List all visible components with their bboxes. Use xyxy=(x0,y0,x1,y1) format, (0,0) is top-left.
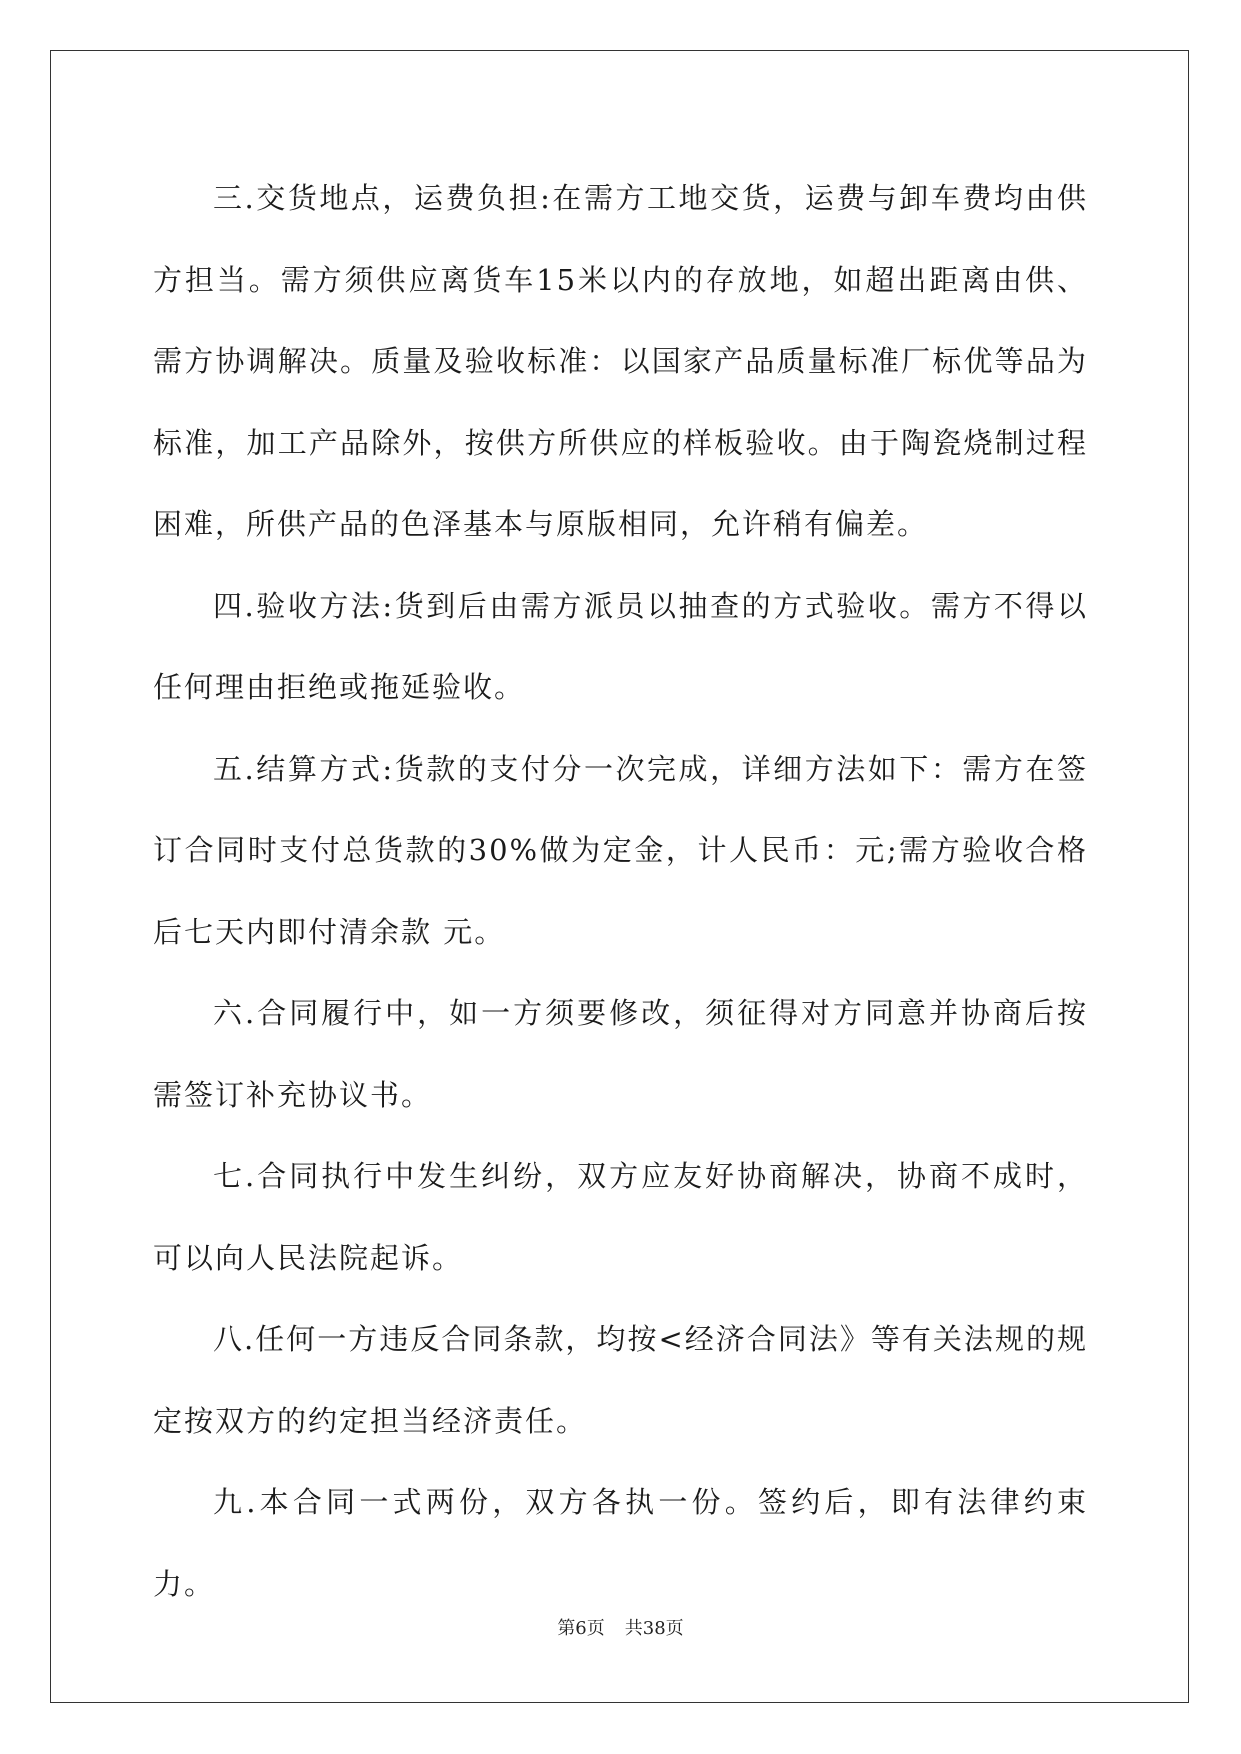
page-footer xyxy=(0,1614,1241,1640)
clause-4-paragraph: 四.验收方法:货到后由需方派员以抽查的方式验收。需方不得以任何理由拒绝或拖延验收。 xyxy=(153,588,1088,704)
clause-7-paragraph: 七.合同执行中发生纠纷，双方应友好协商解决，协商不成时，可以向人民法院起诉。 xyxy=(153,1159,1088,1275)
clause-6-paragraph: 六.合同履行中，如一方须要修改，须征得对方同意并协商后按需签订补充协议书。 xyxy=(153,996,1088,1112)
clause-5-paragraph: 五.结算方式:货款的支付分一次完成，详细方法如下：需方在签订合同时支付总货款的30%做为定金，计人民币：元;需方验收合格后七天内即付清余款 元。 xyxy=(153,751,1088,949)
page-total: 共38页 xyxy=(624,1618,684,1639)
clause-3-paragraph: 三.交货地点，运费负担:在需方工地交货，运费与卸车费均由供方担当。需方须供应离货车15米以内的存放地，如超出距离由供、需方协调解决。质量及验收标准：以国家产品质量标准厂标优等品为标准，加工产品除外，按供方所供应的样板验收。由于陶瓷烧制过程困难，所供产品的色泽基本与原版相同，允许稍有偏差。 xyxy=(153,181,1088,541)
clause-9-paragraph: 九.本合同一式两份，双方各执一份。签约后，即有法律约束力。 xyxy=(153,1485,1088,1601)
clause-8-paragraph: 八.任何一方违反合同条款，均按<经济合同法》等有关法规的规定按双方的约定担当经济责任。 xyxy=(153,1322,1088,1438)
document-body xyxy=(153,158,1088,1625)
page-number: 第6页 xyxy=(557,1618,605,1639)
